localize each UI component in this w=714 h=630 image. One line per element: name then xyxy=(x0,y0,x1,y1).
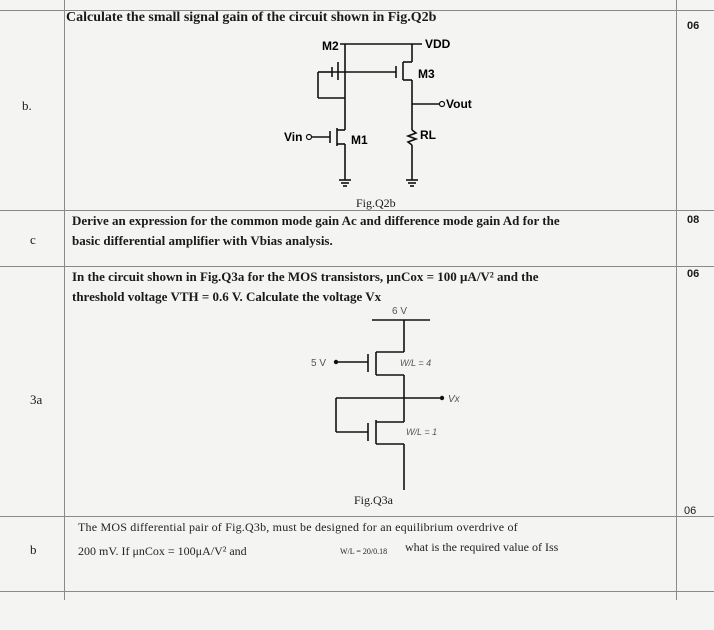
label-vin: Vin xyxy=(284,130,303,144)
label-m2: M2 xyxy=(322,39,339,53)
marks: 08 xyxy=(687,214,700,226)
wl-ratio: W/L = 20/0.18 xyxy=(340,547,388,556)
question-label: c xyxy=(30,232,36,247)
question-text: Derive an expression for the common mode gain Ac and difference mode gain Ad for the xyxy=(72,213,560,228)
question-text: 200 mV. If μnCox = 100μA/V² and xyxy=(78,544,247,558)
question-label: b xyxy=(30,542,37,557)
label-m1: M1 xyxy=(351,133,368,147)
question-label: b. xyxy=(22,98,32,113)
question-text: In the circuit shown in Fig.Q3a for the MOS transistors, μnCox = 100 μA/V² and the xyxy=(72,269,539,284)
label-vdd: VDD xyxy=(425,37,451,51)
figure-caption: Fig.Q3a xyxy=(354,493,393,507)
marks: 06 xyxy=(687,20,700,32)
question-label: 3a xyxy=(30,392,43,407)
label-supply: 6 V xyxy=(392,306,408,317)
question-text: The MOS differential pair of Fig.Q3b, must be designed for an equilibrium overdrive of xyxy=(78,520,518,534)
label-gate: 5 V xyxy=(311,358,327,369)
label-wl-top: W/L = 4 xyxy=(400,358,432,368)
figure-caption: Fig.Q2b xyxy=(356,196,396,210)
label-vout: Vout xyxy=(446,97,472,111)
label-vx: Vx xyxy=(448,394,460,405)
question-text: Calculate the small signal gain of the circuit shown in Fig.Q2b xyxy=(66,10,437,25)
label-wl-bottom: W/L = 1 xyxy=(406,427,438,437)
label-rl: RL xyxy=(420,128,436,142)
question-text: basic differential amplifier with Vbias analysis. xyxy=(72,233,333,248)
marks: 06 xyxy=(684,505,697,517)
question-text: threshold voltage VTH = 0.6 V. Calculate the voltage Vx xyxy=(72,289,382,304)
question-text: what is the required value of Iss xyxy=(405,540,559,554)
label-m3: M3 xyxy=(418,67,435,81)
marks: 06 xyxy=(687,268,700,280)
